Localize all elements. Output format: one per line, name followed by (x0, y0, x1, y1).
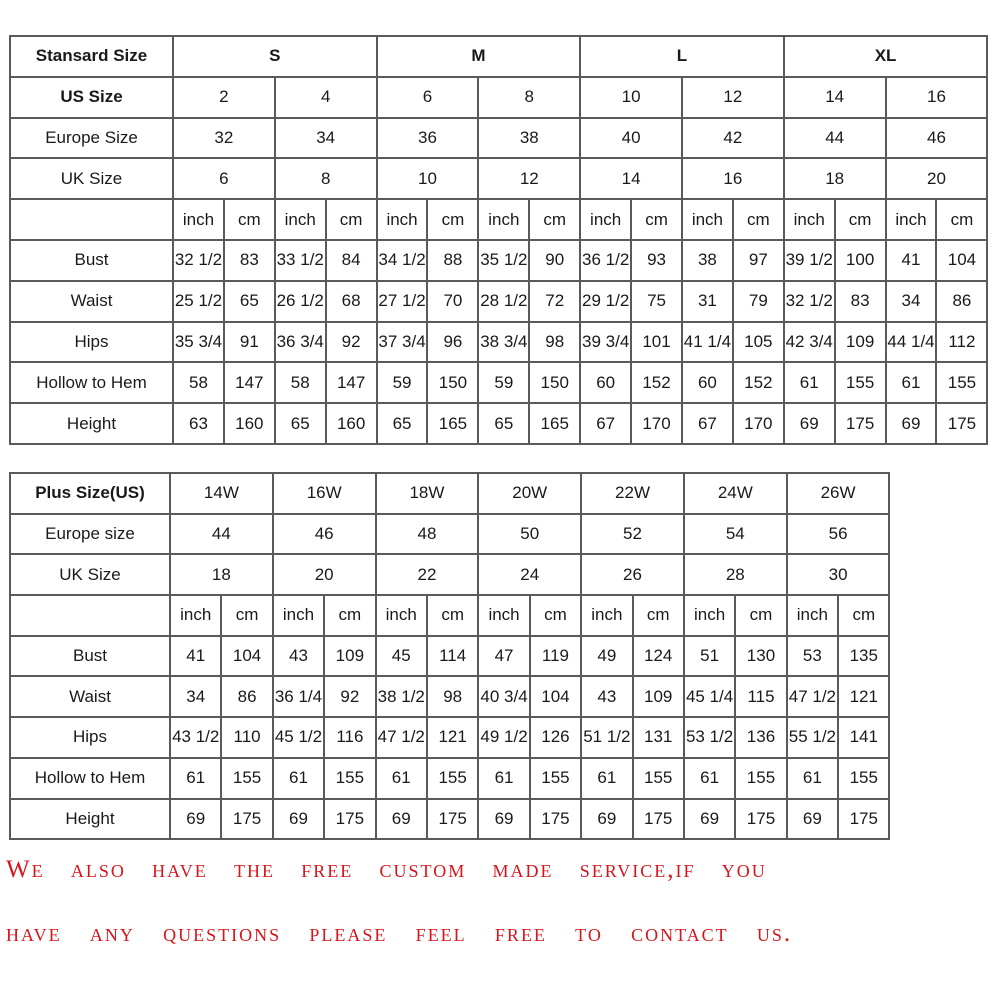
plus-uk-size-row (10, 554, 889, 595)
plus-measure-cell: 119 (530, 636, 581, 677)
plus-measure-cell: 53 1/2 (684, 717, 735, 758)
plus-measure-cell: 69 (684, 799, 735, 840)
unit-cell: cm (631, 199, 682, 240)
measure-cell: 32 1/2 (784, 281, 835, 322)
measure-cell: 175 (936, 403, 987, 444)
plus-measure-cell: 47 1/2 (787, 676, 838, 717)
measure-cell: 29 1/2 (580, 281, 631, 322)
plus-measure-cell: 155 (633, 758, 684, 799)
measure-cell: 34 (886, 281, 937, 322)
measure-cell: 91 (224, 322, 275, 363)
measure-cell: 42 3/4 (784, 322, 835, 363)
plus-us-size-cell: 16W (273, 473, 376, 514)
europe-size-cell: 42 (682, 118, 784, 159)
uk-size-cell: 18 (784, 158, 886, 199)
plus-measure-cell: 45 (376, 636, 427, 677)
plus-measure-cell: 69 (170, 799, 221, 840)
plus-measure-row (10, 676, 889, 717)
measure-cell: 152 (733, 362, 784, 403)
plus-measure-cell: 45 1/2 (273, 717, 324, 758)
plus-measure-cell: 175 (838, 799, 889, 840)
plus-unit-cell: inch (376, 595, 427, 636)
plus-unit-cell: inch (273, 595, 324, 636)
plus-unit-row-blank (10, 595, 170, 636)
measure-cell: 38 3/4 (478, 322, 529, 363)
measure-cell: 69 (784, 403, 835, 444)
unit-row (10, 199, 987, 240)
plus-measure-cell: 86 (221, 676, 272, 717)
plus-unit-cell: cm (633, 595, 684, 636)
plus-measure-cell: 69 (376, 799, 427, 840)
measure-cell: 63 (173, 403, 224, 444)
measure-cell: 38 (682, 240, 733, 281)
measure-cell: 97 (733, 240, 784, 281)
measure-cell: 58 (173, 362, 224, 403)
unit-cell: inch (580, 199, 631, 240)
measure-row (10, 322, 987, 363)
measure-cell: 92 (326, 322, 377, 363)
measure-cell: 35 3/4 (173, 322, 224, 363)
measure-row (10, 403, 987, 444)
measure-cell: 104 (936, 240, 987, 281)
uk-size-label: UK Size (10, 158, 173, 199)
plus-measure-row (10, 758, 889, 799)
plus-us-size-cell: 24W (684, 473, 787, 514)
plus-measure-cell: 41 (170, 636, 221, 677)
plus-measure-cell: 61 (273, 758, 324, 799)
plus-measure-cell: 43 (581, 676, 632, 717)
measure-cell: 150 (529, 362, 580, 403)
unit-cell: inch (173, 199, 224, 240)
plus-measure-cell: 69 (478, 799, 529, 840)
measure-cell: 70 (427, 281, 478, 322)
measure-cell: 31 (682, 281, 733, 322)
plus-europe-size-cell: 54 (684, 514, 787, 555)
plus-measure-cell: 155 (324, 758, 375, 799)
plus-measure-cell: 175 (530, 799, 581, 840)
measure-cell: 96 (427, 322, 478, 363)
plus-measure-cell: 116 (324, 717, 375, 758)
plus-measure-cell: 155 (735, 758, 786, 799)
measure-cell: 75 (631, 281, 682, 322)
plus-europe-size-cell: 48 (376, 514, 479, 555)
plus-measure-label: Height (10, 799, 170, 840)
measure-cell: 32 1/2 (173, 240, 224, 281)
measure-cell: 59 (377, 362, 428, 403)
plus-unit-cell: cm (427, 595, 478, 636)
measure-cell: 90 (529, 240, 580, 281)
plus-unit-cell: cm (838, 595, 889, 636)
unit-cell: inch (377, 199, 428, 240)
plus-measure-cell: 51 1/2 (581, 717, 632, 758)
plus-us-size-cell: 22W (581, 473, 684, 514)
uk-size-row (10, 158, 987, 199)
plus-unit-cell: inch (478, 595, 529, 636)
size-group-cell: L (580, 36, 784, 77)
measure-cell: 165 (427, 403, 478, 444)
measure-cell: 39 3/4 (580, 322, 631, 363)
measure-cell: 44 1/4 (886, 322, 937, 363)
size-group-cell: S (173, 36, 377, 77)
plus-measure-cell: 114 (427, 636, 478, 677)
measure-cell: 39 1/2 (784, 240, 835, 281)
us-size-cell: 6 (377, 77, 479, 118)
plus-size-header: Plus Size(US) (10, 473, 170, 514)
unit-cell: inch (478, 199, 529, 240)
measure-cell: 79 (733, 281, 784, 322)
measure-cell: 112 (936, 322, 987, 363)
plus-measure-cell: 92 (324, 676, 375, 717)
plus-measure-cell: 175 (221, 799, 272, 840)
measure-cell: 65 (478, 403, 529, 444)
plus-measure-cell: 136 (735, 717, 786, 758)
plus-measure-cell: 69 (787, 799, 838, 840)
unit-cell: cm (529, 199, 580, 240)
measure-label: Hips (10, 322, 173, 363)
plus-measure-cell: 36 1/4 (273, 676, 324, 717)
plus-uk-size-cell: 26 (581, 554, 684, 595)
measure-cell: 61 (886, 362, 937, 403)
measure-cell: 105 (733, 322, 784, 363)
measure-cell: 65 (224, 281, 275, 322)
plus-measure-cell: 40 3/4 (478, 676, 529, 717)
uk-size-cell: 8 (275, 158, 377, 199)
measure-cell: 68 (326, 281, 377, 322)
measure-cell: 160 (326, 403, 377, 444)
unit-cell: cm (835, 199, 886, 240)
custom-service-notice (6, 845, 996, 973)
measure-cell: 69 (886, 403, 937, 444)
plus-measure-label: Hollow to Hem (10, 758, 170, 799)
size-group-cell: XL (784, 36, 988, 77)
plus-measure-cell: 69 (581, 799, 632, 840)
plus-measure-label: Hips (10, 717, 170, 758)
measure-cell: 170 (631, 403, 682, 444)
plus-uk-size-label: UK Size (10, 554, 170, 595)
plus-measure-cell: 61 (684, 758, 735, 799)
plus-measure-cell: 175 (324, 799, 375, 840)
standard-size-table (9, 35, 988, 445)
plus-measure-cell: 61 (787, 758, 838, 799)
plus-unit-cell: cm (324, 595, 375, 636)
uk-size-cell: 14 (580, 158, 682, 199)
measure-cell: 86 (936, 281, 987, 322)
uk-size-cell: 12 (478, 158, 580, 199)
uk-size-cell: 16 (682, 158, 784, 199)
measure-cell: 60 (580, 362, 631, 403)
plus-measure-cell: 155 (221, 758, 272, 799)
unit-cell: cm (936, 199, 987, 240)
plus-europe-size-cell: 56 (787, 514, 890, 555)
europe-size-cell: 36 (377, 118, 479, 159)
measure-cell: 36 1/2 (580, 240, 631, 281)
us-size-label: US Size (10, 77, 173, 118)
plus-uk-size-cell: 28 (684, 554, 787, 595)
measure-cell: 58 (275, 362, 326, 403)
plus-measure-row (10, 717, 889, 758)
plus-us-size-row (10, 473, 889, 514)
measure-row (10, 240, 987, 281)
plus-measure-cell: 109 (324, 636, 375, 677)
unit-cell: cm (733, 199, 784, 240)
measure-label: Waist (10, 281, 173, 322)
plus-uk-size-cell: 22 (376, 554, 479, 595)
measure-cell: 72 (529, 281, 580, 322)
us-size-cell: 16 (886, 77, 988, 118)
plus-measure-cell: 155 (838, 758, 889, 799)
measure-cell: 37 3/4 (377, 322, 428, 363)
plus-us-size-cell: 18W (376, 473, 479, 514)
plus-europe-size-cell: 50 (478, 514, 581, 555)
notice-line-2: have any questions please feel free to contact us. (6, 920, 793, 947)
plus-europe-size-label: Europe size (10, 514, 170, 555)
plus-unit-cell: cm (735, 595, 786, 636)
unit-cell: inch (784, 199, 835, 240)
plus-measure-cell: 109 (633, 676, 684, 717)
us-size-cell: 8 (478, 77, 580, 118)
plus-europe-size-cell: 46 (273, 514, 376, 555)
measure-cell: 152 (631, 362, 682, 403)
europe-size-cell: 40 (580, 118, 682, 159)
plus-measure-cell: 121 (838, 676, 889, 717)
uk-size-cell: 6 (173, 158, 275, 199)
measure-cell: 165 (529, 403, 580, 444)
europe-size-label: Europe Size (10, 118, 173, 159)
measure-cell: 93 (631, 240, 682, 281)
plus-measure-cell: 130 (735, 636, 786, 677)
measure-cell: 35 1/2 (478, 240, 529, 281)
plus-measure-cell: 34 (170, 676, 221, 717)
measure-cell: 67 (580, 403, 631, 444)
plus-measure-label: Bust (10, 636, 170, 677)
measure-cell: 147 (224, 362, 275, 403)
measure-row (10, 362, 987, 403)
measure-cell: 59 (478, 362, 529, 403)
plus-unit-cell: inch (581, 595, 632, 636)
unit-cell: inch (886, 199, 937, 240)
measure-cell: 83 (835, 281, 886, 322)
unit-cell: cm (427, 199, 478, 240)
size-group-cell: M (377, 36, 581, 77)
plus-measure-cell: 47 (478, 636, 529, 677)
plus-measure-cell: 61 (170, 758, 221, 799)
plus-unit-cell: cm (530, 595, 581, 636)
plus-measure-cell: 104 (530, 676, 581, 717)
measure-cell: 34 1/2 (377, 240, 428, 281)
measure-cell: 155 (835, 362, 886, 403)
plus-measure-cell: 135 (838, 636, 889, 677)
plus-measure-cell: 131 (633, 717, 684, 758)
measure-cell: 27 1/2 (377, 281, 428, 322)
europe-size-cell: 32 (173, 118, 275, 159)
uk-size-cell: 10 (377, 158, 479, 199)
measure-cell: 160 (224, 403, 275, 444)
size-group-row (10, 36, 987, 77)
plus-uk-size-cell: 30 (787, 554, 890, 595)
plus-measure-cell: 141 (838, 717, 889, 758)
measure-cell: 101 (631, 322, 682, 363)
unit-cell: cm (224, 199, 275, 240)
plus-measure-cell: 115 (735, 676, 786, 717)
plus-measure-cell: 110 (221, 717, 272, 758)
measure-cell: 84 (326, 240, 377, 281)
measure-cell: 65 (377, 403, 428, 444)
us-size-cell: 14 (784, 77, 886, 118)
plus-measure-cell: 38 1/2 (376, 676, 427, 717)
measure-cell: 41 1/4 (682, 322, 733, 363)
plus-measure-cell: 104 (221, 636, 272, 677)
measure-cell: 25 1/2 (173, 281, 224, 322)
plus-uk-size-cell: 20 (273, 554, 376, 595)
plus-europe-size-cell: 52 (581, 514, 684, 555)
unit-cell: inch (682, 199, 733, 240)
plus-measure-cell: 124 (633, 636, 684, 677)
measure-cell: 88 (427, 240, 478, 281)
measure-cell: 170 (733, 403, 784, 444)
plus-unit-cell: inch (787, 595, 838, 636)
europe-size-cell: 34 (275, 118, 377, 159)
plus-measure-cell: 155 (427, 758, 478, 799)
measure-cell: 61 (784, 362, 835, 403)
plus-measure-cell: 126 (530, 717, 581, 758)
measure-cell: 175 (835, 403, 886, 444)
plus-measure-cell: 155 (530, 758, 581, 799)
measure-cell: 147 (326, 362, 377, 403)
measure-label: Hollow to Hem (10, 362, 173, 403)
plus-measure-cell: 175 (633, 799, 684, 840)
plus-europe-size-cell: 44 (170, 514, 273, 555)
measure-cell: 36 3/4 (275, 322, 326, 363)
measure-cell: 150 (427, 362, 478, 403)
plus-measure-cell: 45 1/4 (684, 676, 735, 717)
us-size-cell: 12 (682, 77, 784, 118)
plus-us-size-cell: 20W (478, 473, 581, 514)
us-size-cell: 10 (580, 77, 682, 118)
europe-size-row (10, 118, 987, 159)
plus-measure-cell: 175 (735, 799, 786, 840)
plus-unit-cell: inch (684, 595, 735, 636)
plus-measure-row (10, 636, 889, 677)
plus-measure-cell: 51 (684, 636, 735, 677)
measure-cell: 83 (224, 240, 275, 281)
plus-unit-row (10, 595, 889, 636)
plus-us-size-cell: 14W (170, 473, 273, 514)
measure-label: Bust (10, 240, 173, 281)
measure-cell: 100 (835, 240, 886, 281)
notice-line-1: We also have the free custom made service,if you (6, 856, 767, 883)
us-size-cell: 4 (275, 77, 377, 118)
unit-cell: inch (275, 199, 326, 240)
measure-cell: 41 (886, 240, 937, 281)
plus-measure-cell: 53 (787, 636, 838, 677)
plus-uk-size-cell: 24 (478, 554, 581, 595)
measure-label: Height (10, 403, 173, 444)
measure-cell: 155 (936, 362, 987, 403)
plus-measure-row (10, 799, 889, 840)
measure-cell: 33 1/2 (275, 240, 326, 281)
measure-cell: 109 (835, 322, 886, 363)
plus-measure-cell: 49 1/2 (478, 717, 529, 758)
plus-unit-cell: inch (170, 595, 221, 636)
plus-measure-cell: 121 (427, 717, 478, 758)
measure-cell: 60 (682, 362, 733, 403)
europe-size-cell: 44 (784, 118, 886, 159)
plus-measure-cell: 61 (478, 758, 529, 799)
plus-measure-cell: 61 (376, 758, 427, 799)
plus-uk-size-cell: 18 (170, 554, 273, 595)
plus-size-table (9, 472, 890, 840)
plus-europe-size-row (10, 514, 889, 555)
europe-size-cell: 46 (886, 118, 988, 159)
plus-measure-cell: 69 (273, 799, 324, 840)
plus-measure-cell: 55 1/2 (787, 717, 838, 758)
plus-unit-cell: cm (221, 595, 272, 636)
plus-measure-label: Waist (10, 676, 170, 717)
measure-cell: 98 (529, 322, 580, 363)
plus-measure-cell: 49 (581, 636, 632, 677)
us-size-row (10, 77, 987, 118)
plus-measure-cell: 47 1/2 (376, 717, 427, 758)
us-size-cell: 2 (173, 77, 275, 118)
measure-cell: 26 1/2 (275, 281, 326, 322)
uk-size-cell: 20 (886, 158, 988, 199)
europe-size-cell: 38 (478, 118, 580, 159)
plus-measure-cell: 43 (273, 636, 324, 677)
plus-measure-cell: 43 1/2 (170, 717, 221, 758)
measure-cell: 28 1/2 (478, 281, 529, 322)
measure-row (10, 281, 987, 322)
unit-cell: cm (326, 199, 377, 240)
plus-measure-cell: 175 (427, 799, 478, 840)
unit-row-blank (10, 199, 173, 240)
plus-measure-cell: 98 (427, 676, 478, 717)
plus-measure-cell: 61 (581, 758, 632, 799)
standard-size-header: Stansard Size (10, 36, 173, 77)
measure-cell: 65 (275, 403, 326, 444)
plus-us-size-cell: 26W (787, 473, 890, 514)
measure-cell: 67 (682, 403, 733, 444)
